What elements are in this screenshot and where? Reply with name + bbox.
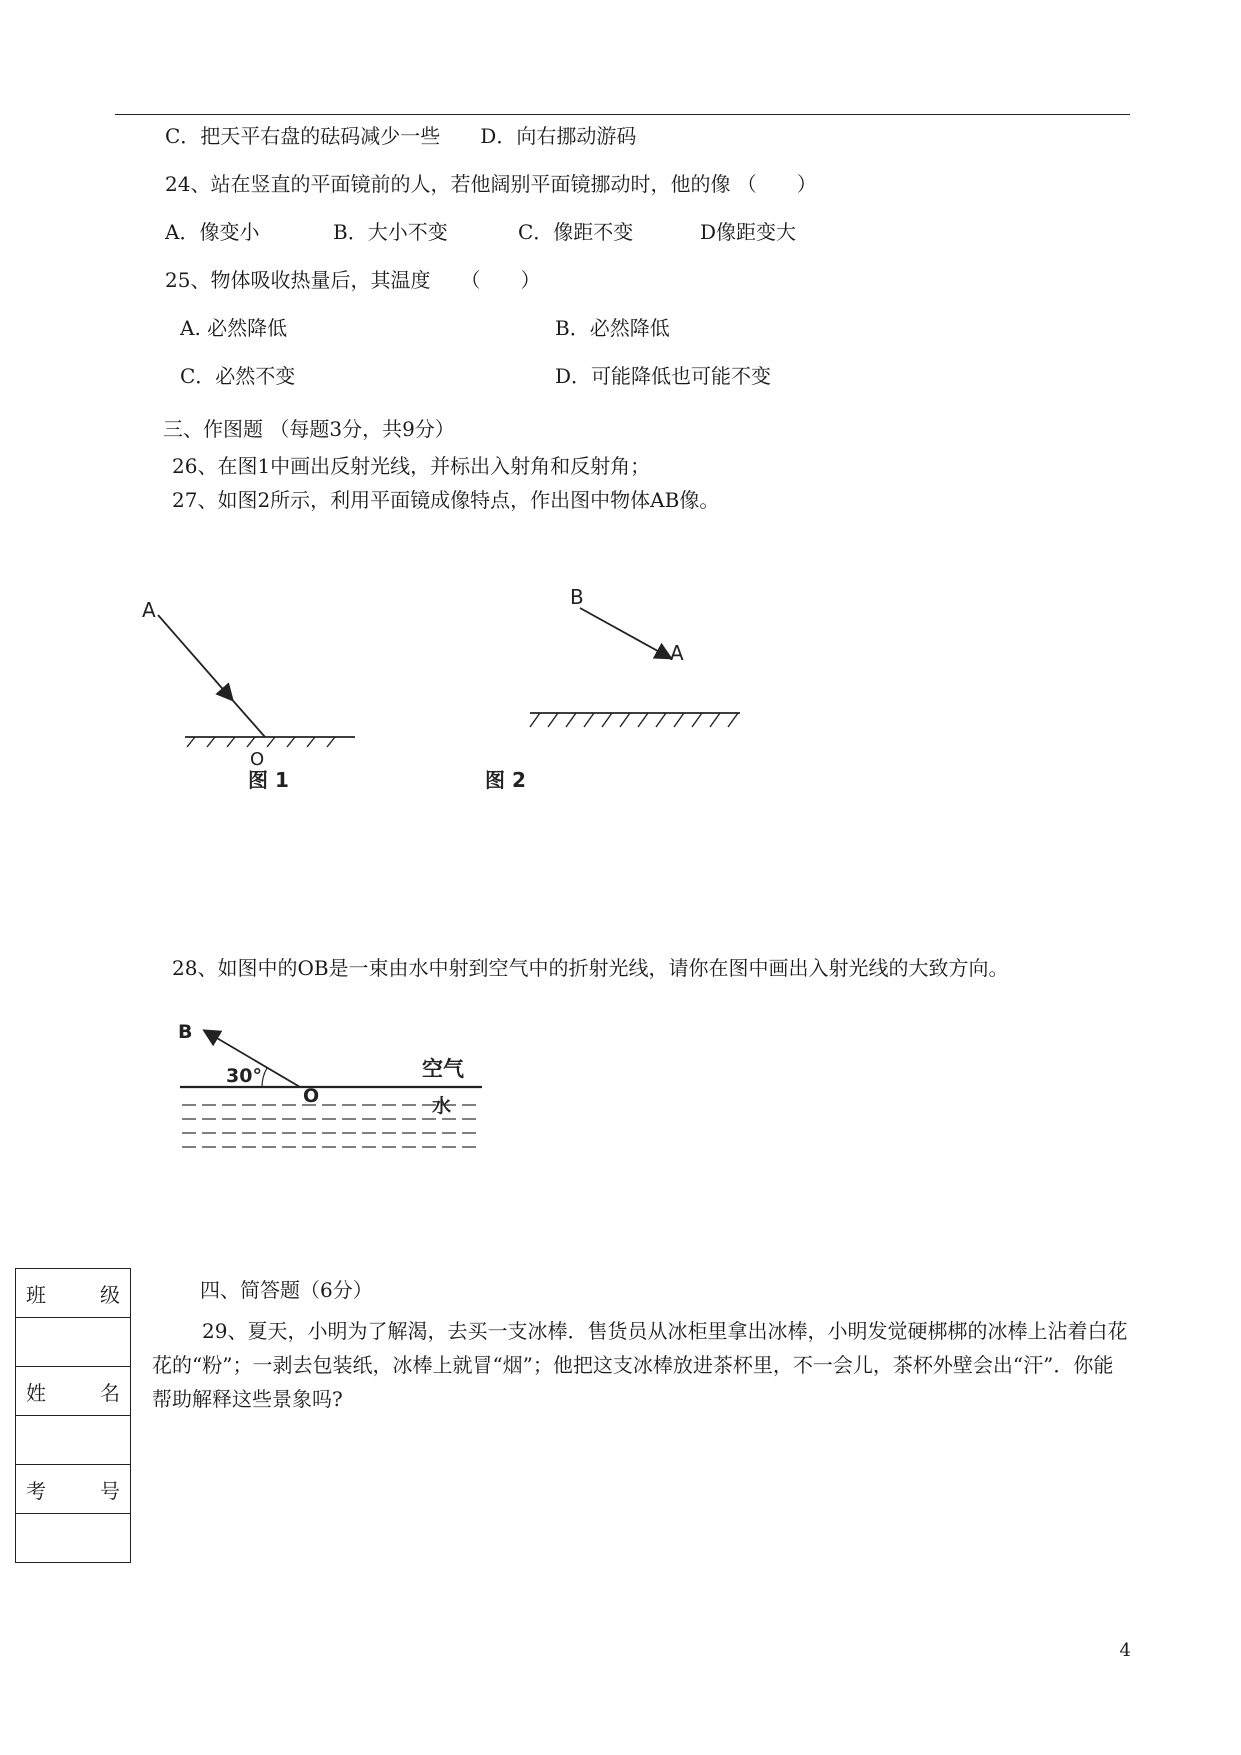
question-29: 29、夏天，小明为了解渴，去买一支冰棒．售货员从冰柜里拿出冰棒，小明发觉硬梆梆的冰棒上沾着白花花的“粉”；一剥去包装纸，冰棒上就冒“烟”；他把这支冰棒放进茶杯里，不一会儿，茶杯外壁会出“汗”．你能帮助解释这些景象吗?	[152, 1319, 1128, 1411]
q24-option-d: D像距变大	[700, 220, 797, 244]
option-line-cd: C．把天平右盘的砝码减少一些 D．向右挪动游码	[165, 124, 637, 148]
class-label-cell: 班 级	[16, 1269, 131, 1318]
class-input-cell[interactable]	[16, 1318, 131, 1367]
figure-2	[470, 580, 750, 800]
incident-ray	[158, 615, 228, 695]
name-input-cell[interactable]	[16, 1416, 131, 1465]
fig2-caption: 图 2	[485, 768, 526, 792]
fig3-water-label: 水	[432, 1095, 452, 1117]
question-27: 27、如图2所示，利用平面镜成像特点，作出图中物体AB像。	[172, 488, 720, 512]
q24-option-b: B．大小不变	[333, 220, 448, 244]
q25-option-a: A. 必然降低	[180, 316, 288, 340]
id-input-cell[interactable]	[16, 1514, 131, 1563]
page-number: 4	[1119, 1640, 1131, 1661]
student-info-table	[15, 1268, 131, 1563]
fig1-caption: 图 1	[248, 768, 289, 792]
fig3-label-o: O	[303, 1085, 320, 1107]
section-3-heading: 三、作图题 （每题3分，共9分）	[163, 417, 455, 441]
fig2-label-b: B	[570, 585, 584, 609]
fig3-angle: 30°	[226, 1065, 262, 1087]
section-4-heading: 四、简答题（6分）	[200, 1278, 373, 1302]
id-label-cell: 考 号	[16, 1465, 131, 1514]
fig3-label-b: B	[178, 1021, 193, 1043]
q24-option-a: A．像变小	[165, 220, 260, 244]
q25-option-c: C．必然不变	[180, 364, 296, 388]
name-label-cell: 姓 名	[16, 1367, 131, 1416]
question-28: 28、如图中的OB是一束由水中射到空气中的折射光线，请你在图中画出入射光线的大致方向。	[172, 956, 1009, 980]
fig1-label-a: A	[142, 598, 156, 622]
figure-1	[130, 585, 370, 805]
question-24: 24、站在竖直的平面镜前的人，若他阔别平面镜挪动时，他的像 （ ）	[165, 172, 817, 196]
q25-option-d: D．可能降低也可能不变	[555, 364, 772, 388]
fig2-label-a: A	[670, 641, 684, 665]
question-26: 26、在图1中画出反射光线，并标出入射角和反射角；	[172, 454, 651, 478]
fig3-air-label: 空气	[422, 1056, 464, 1081]
question-25: 25、物体吸收热量后，其温度 （ ）	[165, 268, 541, 292]
object-ab	[580, 608, 665, 655]
fig1-label-o: O	[250, 749, 265, 770]
q25-option-b: B．必然降低	[555, 316, 670, 340]
header-rule	[115, 114, 1130, 115]
figure-3	[170, 1012, 490, 1162]
q24-option-c: C．像距不变	[518, 220, 634, 244]
